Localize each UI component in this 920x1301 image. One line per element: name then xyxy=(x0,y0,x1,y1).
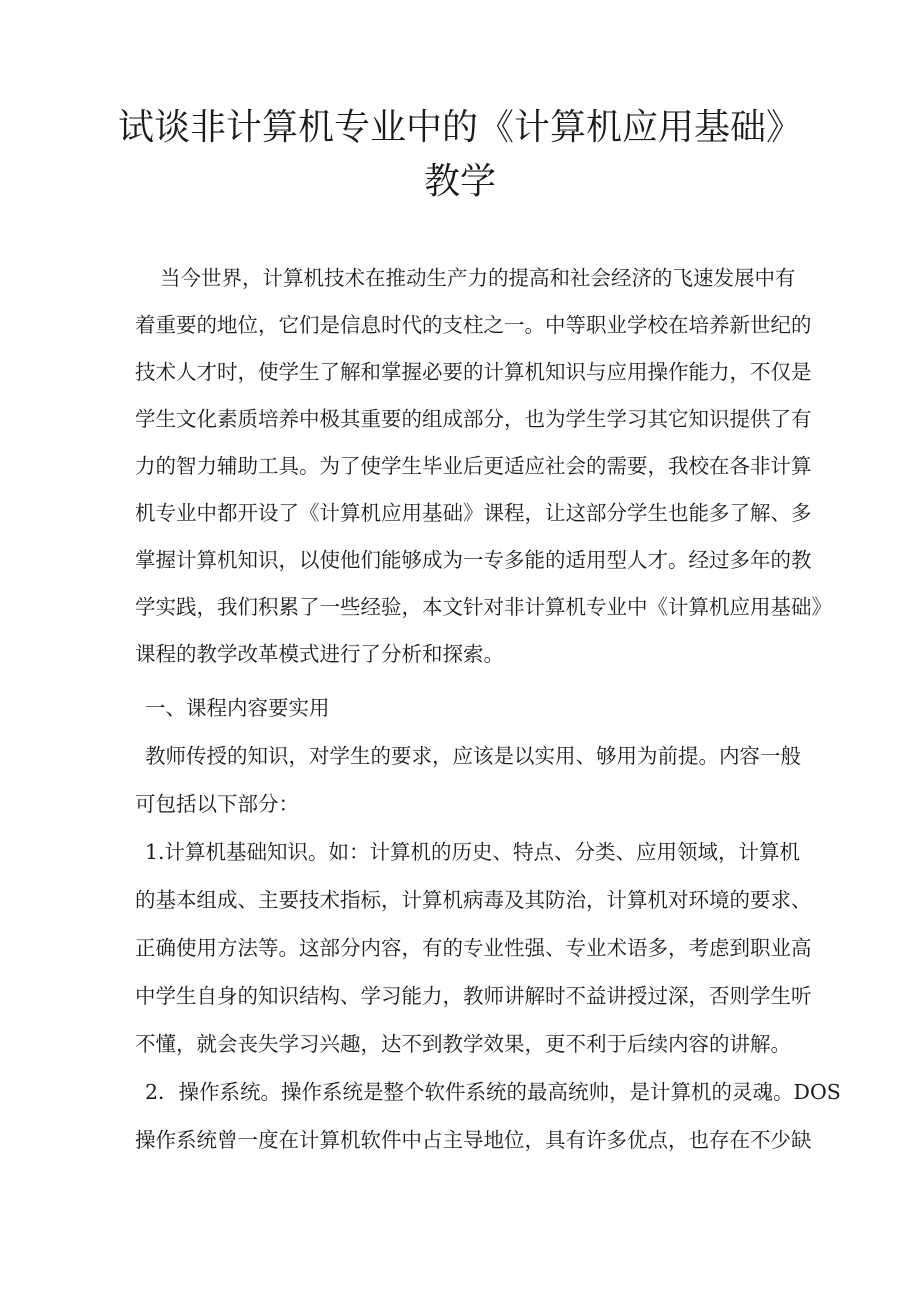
paragraph-line: 技术人才时，使学生了解和掌握必要的计算机知识与应用操作能力，不仅是 xyxy=(135,360,812,384)
paragraph-line: 学实践，我们积累了一些经验，本文针对非计算机专业中《计算机应用基础》 xyxy=(135,595,832,619)
paragraph-line: 不懂，就会丧失学习兴趣，达不到教学效果，更不利于后续内容的讲解。 xyxy=(135,1032,791,1056)
paragraph-line: 机专业中都开设了《计算机应用基础》课程，让这部分学生也能多了解、多 xyxy=(135,501,812,525)
paragraph-line: 的基本组成、主要技术指标，计算机病毒及其防治，计算机对环境的要求、 xyxy=(135,888,812,912)
document-title-line-1: 试谈非计算机专业中的《计算机应用基础》 xyxy=(117,107,802,148)
list-item-line: 2．操作系统。操作系统是整个软件系统的最高统帅，是计算机的灵魂。DOS xyxy=(145,1080,841,1104)
paragraph-line: 教师传授的知识，对学生的要求，应该是以实用、够用为前提。内容一般 xyxy=(145,744,801,768)
paragraph-line: 着重要的地位，它们是信息时代的支柱之一。中等职业学校在培养新世纪的 xyxy=(135,313,812,337)
document-title-line-2: 教学 xyxy=(423,161,496,202)
paragraph-line: 中学生自身的知识结构、学习能力，教师讲解时不益讲授过深，否则学生听 xyxy=(135,984,812,1008)
paragraph-line: 操作系统曾一度在计算机软件中占主导地位，具有许多优点，也存在不少缺 xyxy=(135,1128,812,1152)
paragraph-line: 掌握计算机知识，以使他们能够成为一专多能的适用型人才。经过多年的教 xyxy=(135,548,812,572)
paragraph-line: 正确使用方法等。这部分内容，有的专业性强、专业术语多，考虑到职业高 xyxy=(135,936,812,960)
paragraph-line: 学生文化素质培养中极其重要的组成部分，也为学生学习其它知识提供了有 xyxy=(135,407,812,431)
section-heading: 一、课程内容要实用 xyxy=(145,696,330,720)
paragraph-line: 力的智力辅助工具。为了使学生毕业后更适应社会的需要，我校在各非计算 xyxy=(135,454,812,478)
list-item-line: 1.计算机基础知识。如：计算机的历史、特点、分类、应用领域，计算机 xyxy=(145,840,801,864)
paragraph-line: 可包括以下部分： xyxy=(135,792,299,816)
paragraph-line: 当今世界，计算机技术在推动生产力的提高和社会经济的飞速发展中有 xyxy=(160,266,796,290)
paragraph-line: 课程的教学改革模式进行了分析和探索。 xyxy=(135,642,504,666)
